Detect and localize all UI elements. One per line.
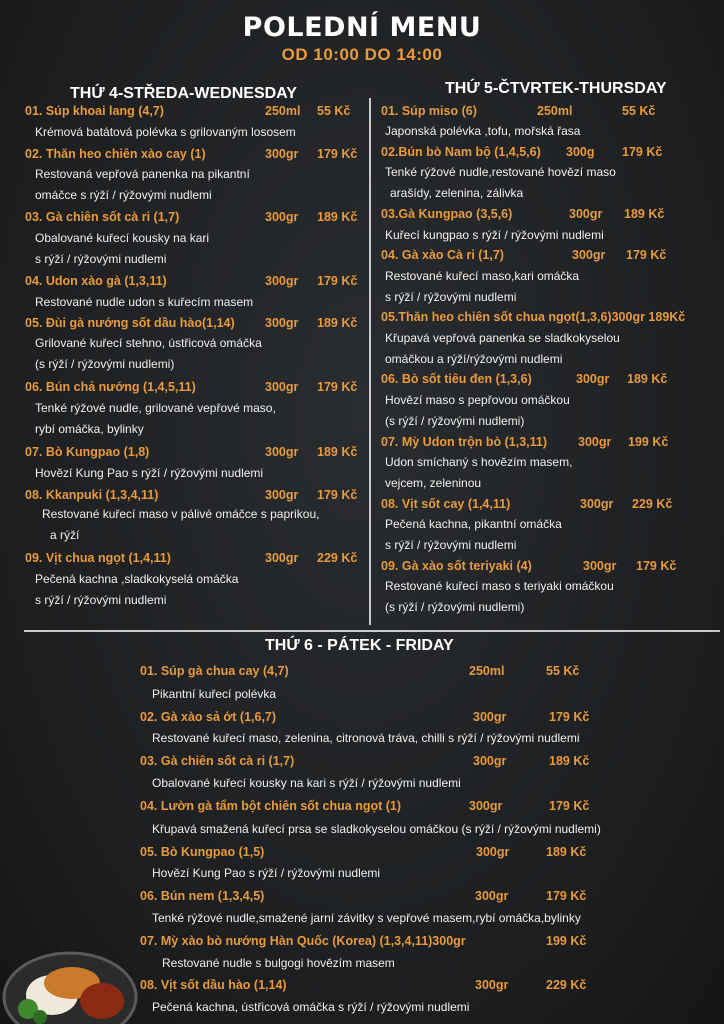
dish-price: 199 Kč: [546, 934, 587, 948]
dish-price: 179 Kč: [317, 274, 358, 288]
dish-description: Tenké rýžové nudle,restované hovězí maso: [385, 165, 616, 179]
dish-portion: 300gr: [265, 488, 299, 502]
dish-price: 55 Kč: [317, 104, 351, 118]
dish-description: omáčce s rýží / rýžovými nudlemi: [35, 188, 212, 202]
dish-price: 179 Kč: [549, 799, 590, 813]
dish-portion: 300gr: [265, 551, 299, 565]
dish-price: 189 Kč: [627, 372, 668, 386]
dish-name: 06. Bò sốt tiêu đen (1,3,6): [381, 372, 532, 386]
dish-description: Restovaná vepřová panenka na pikantní: [35, 167, 250, 181]
dish-description: Restované kuřecí maso, zelenina, citronová tráva, chilli s rýží / rýžovými nudlemi: [152, 731, 580, 745]
dish-portion: 250ml: [537, 104, 573, 118]
dish-description: s rýží / rýžovými nudlemi: [385, 538, 517, 552]
dish-name: 04. Gà xào Cà ri (1,7): [381, 248, 504, 262]
dish-description: Kuřecí kungpao s rýží / rýžovými nudlemi: [385, 228, 604, 242]
opening-hours: OD 10:00 DO 14:00: [281, 45, 443, 64]
dish-name: 04. Udon xào gà (1,3,11): [25, 274, 167, 288]
food-plate-image: [0, 925, 140, 1024]
column-divider: [369, 98, 371, 625]
dish-name: 05.Thăn heo chiên sốt chua ngọt(1,3,6)300gr 189Kč: [381, 310, 686, 324]
dish-price: 179 Kč: [317, 147, 358, 161]
dish-portion: 250ml: [469, 664, 505, 678]
dish-price: 55 Kč: [622, 104, 656, 118]
dish-name: 08. Kkanpuki (1,3,4,11): [25, 488, 159, 502]
dish-description: arašídy, zelenina, zálivka: [390, 186, 524, 200]
dish-name: 03. Gà chiên sốt cà ri (1,7): [25, 210, 180, 224]
dish-portion: 300gr: [583, 559, 617, 573]
dish-price: 189 Kč: [549, 754, 590, 768]
dish-portion: 300gr: [576, 372, 610, 386]
dish-description: a rýží: [50, 528, 80, 542]
dish-description: rybí omáčka, bylinky: [35, 422, 144, 436]
dish-description: vejcem, zeleninou: [385, 476, 482, 490]
dish-price: 179 Kč: [546, 889, 587, 903]
dish-description: Grilované kuřecí stehno, ústřicová omáčka: [35, 336, 262, 350]
dish-description: Restované nudle udon s kuřecím masem: [35, 295, 254, 309]
dish-description: Hovězí Kung Pao s rýží / rýžovými nudlemi: [35, 466, 264, 480]
dish-price: 189 Kč: [624, 207, 665, 221]
dish-price: 189 Kč: [317, 316, 358, 330]
dish-name: 02.Bún bò Nam bộ (1,4,5,6): [381, 145, 541, 159]
dish-description: Tenké rýžové nudle,smažené jarní závitky s vepřové masem,rybí omáčka,bylinky: [152, 911, 581, 925]
heading-friday: THỨ 6 - PÁTEK - FRIDAY: [265, 637, 454, 654]
dish-description: Japonská polévka ,tofu, mořská řasa: [385, 124, 581, 138]
dish-description: s rýží / rýžovými nudlemi: [35, 593, 167, 607]
dish-description: s rýží / rýžovými nudlemi: [385, 290, 517, 304]
dish-name: 06. Bún chả nướng (1,4,5,11): [25, 380, 196, 394]
dish-description: Hovězí maso s pepřovou omáčkou: [385, 393, 570, 407]
dish-description: (s rýží / rýžovými nudlemi): [385, 414, 525, 428]
dish-portion: 250ml: [265, 104, 301, 118]
dish-price: 189 Kč: [546, 845, 587, 859]
dish-description: Hovězí Kung Pao s rýží / rýžovými nudlemi: [152, 866, 381, 880]
dish-price: 229 Kč: [317, 551, 358, 565]
dish-portion: 300gr: [475, 889, 509, 903]
dish-name: 07. Mỳ xào bò nướng Hàn Quốc (Korea) (1,3,4,11)300gr: [140, 934, 466, 948]
dish-price: 179 Kč: [626, 248, 667, 262]
dish-price: 199 Kč: [628, 435, 669, 449]
dish-price: 179 Kč: [549, 710, 590, 724]
dish-description: s rýží / rýžovými nudlemi: [35, 252, 167, 266]
dish-name: 05. Bò Kungpao (1,5): [140, 845, 265, 859]
dish-portion: 300gr: [475, 978, 509, 992]
dish-description: Křupavá vepřová panenka se sladkokyselou: [385, 331, 620, 345]
dish-description: Restované kuřecí maso,kari omáčka: [385, 269, 580, 283]
dish-portion: 300g: [566, 145, 595, 159]
dish-description: Obalované kuřecí kousky na kari s rýží / rýžovými nudlemi: [152, 776, 461, 790]
dish-name: 07. Bò Kungpao (1,8): [25, 445, 150, 459]
dish-description: Restované kuřecí maso v pálivé omáčce s paprikou,: [42, 507, 320, 521]
dish-description: Pečená kachna, pikantní omáčka: [385, 517, 562, 531]
dish-name: 01. Súp khoai lang (4,7): [25, 104, 164, 118]
dish-name: 04. Lườn gà tẩm bột chiên sốt chua ngọt (1): [140, 799, 402, 813]
dish-name: 01. Súp miso (6): [381, 104, 477, 118]
dish-portion: 300gr: [473, 754, 507, 768]
dish-portion: 300gr: [265, 380, 299, 394]
dish-portion: 300gr: [569, 207, 603, 221]
dish-description: Pikantní kuřecí polévka: [152, 687, 277, 701]
dish-price: 229 Kč: [546, 978, 587, 992]
dish-description: (s rýží / rýžovými nudlemi): [385, 600, 525, 614]
dish-portion: 300gr: [265, 274, 299, 288]
dish-portion: 300gr: [265, 445, 299, 459]
dish-price: 189 Kč: [317, 210, 358, 224]
dish-description: Obalované kuřecí kousky na kari: [35, 231, 210, 245]
dish-portion: 300gr: [572, 248, 606, 262]
dish-description: Křupavá smažená kuřecí prsa se sladkokyselou omáčkou (s rýží / rýžovými nudlemi): [152, 822, 601, 836]
heading-wednesday: THỨ 4-STŘEDA-WEDNESDAY: [70, 85, 297, 102]
dish-price: 189 Kč: [317, 445, 358, 459]
dish-name: 07. Mỳ Udon trộn bò (1,3,11): [381, 435, 547, 449]
dish-description: Tenké rýžové nudle, grilované vepřové maso,: [35, 401, 276, 415]
dish-portion: 300gr: [476, 845, 510, 859]
dish-portion: 300gr: [265, 147, 299, 161]
section-divider: [24, 630, 720, 632]
dish-name: 01. Súp gà chua cay (4,7): [140, 664, 289, 678]
dish-description: Restované kuřecí maso s teriyaki omáčkou: [385, 579, 614, 593]
dish-portion: 300gr: [473, 710, 507, 724]
heading-thursday: THỨ 5-ČTVRTEK-THURSDAY: [445, 80, 667, 97]
dish-name: 02. Thăn heo chiên xào cay (1): [25, 147, 206, 161]
dish-description: Pečená kachna ,sladkokyselá omáčka: [35, 572, 239, 586]
dish-portion: 300gr: [265, 316, 299, 330]
dish-portion: 300gr: [580, 497, 614, 511]
dish-name: 08. Vịt sốt cay (1,4,11): [381, 497, 511, 511]
dish-description: Udon smíchaný s hovězím masem,: [385, 455, 573, 469]
garnish-2: [33, 1010, 47, 1024]
dish-description: Restované nudle s bulgogi hovězím masem: [162, 956, 395, 970]
dish-name: 06. Bún nem (1,3,4,5): [140, 889, 265, 903]
dish-name: 05. Đùi gà nướng sốt dầu hào(1,14): [25, 316, 235, 330]
dish-name: 02. Gà xào sả ớt (1,6,7): [140, 710, 277, 724]
dish-name: 09. Vịt chua ngọt (1,4,11): [25, 551, 171, 565]
dish-name: 08. Vịt sốt dầu hào (1,14): [140, 978, 287, 992]
dish-description: (s rýží / rýžovými nudlemi): [35, 357, 175, 371]
dish-description: omáčkou a rýží/rýžovými nudlemi: [385, 352, 563, 366]
dish-name: 03. Gà chiên sốt cà ri (1,7): [140, 754, 295, 768]
dish-portion: 300gr: [265, 210, 299, 224]
sauce: [80, 983, 124, 1019]
dish-price: 229 Kč: [632, 497, 673, 511]
dish-price: 55 Kč: [546, 664, 580, 678]
page-title: POLEDNÍ MENU: [242, 12, 482, 43]
dish-name: 03.Gà Kungpao (3,5,6): [381, 207, 513, 221]
dish-description: Pečená kachna, ústřicová omáčka s rýží / rýžovými nudlemi: [152, 1000, 470, 1014]
dish-description: Krémová batátová polévka s grilovaným lososem: [35, 125, 296, 139]
dish-price: 179 Kč: [317, 380, 358, 394]
dish-price: 179 Kč: [622, 145, 663, 159]
dish-name: 09. Gà xào sốt teriyaki (4): [381, 559, 532, 573]
dish-price: 179 Kč: [636, 559, 677, 573]
dish-price: 179 Kč: [317, 488, 358, 502]
dish-portion: 300gr: [578, 435, 612, 449]
dish-portion: 300gr: [469, 799, 503, 813]
